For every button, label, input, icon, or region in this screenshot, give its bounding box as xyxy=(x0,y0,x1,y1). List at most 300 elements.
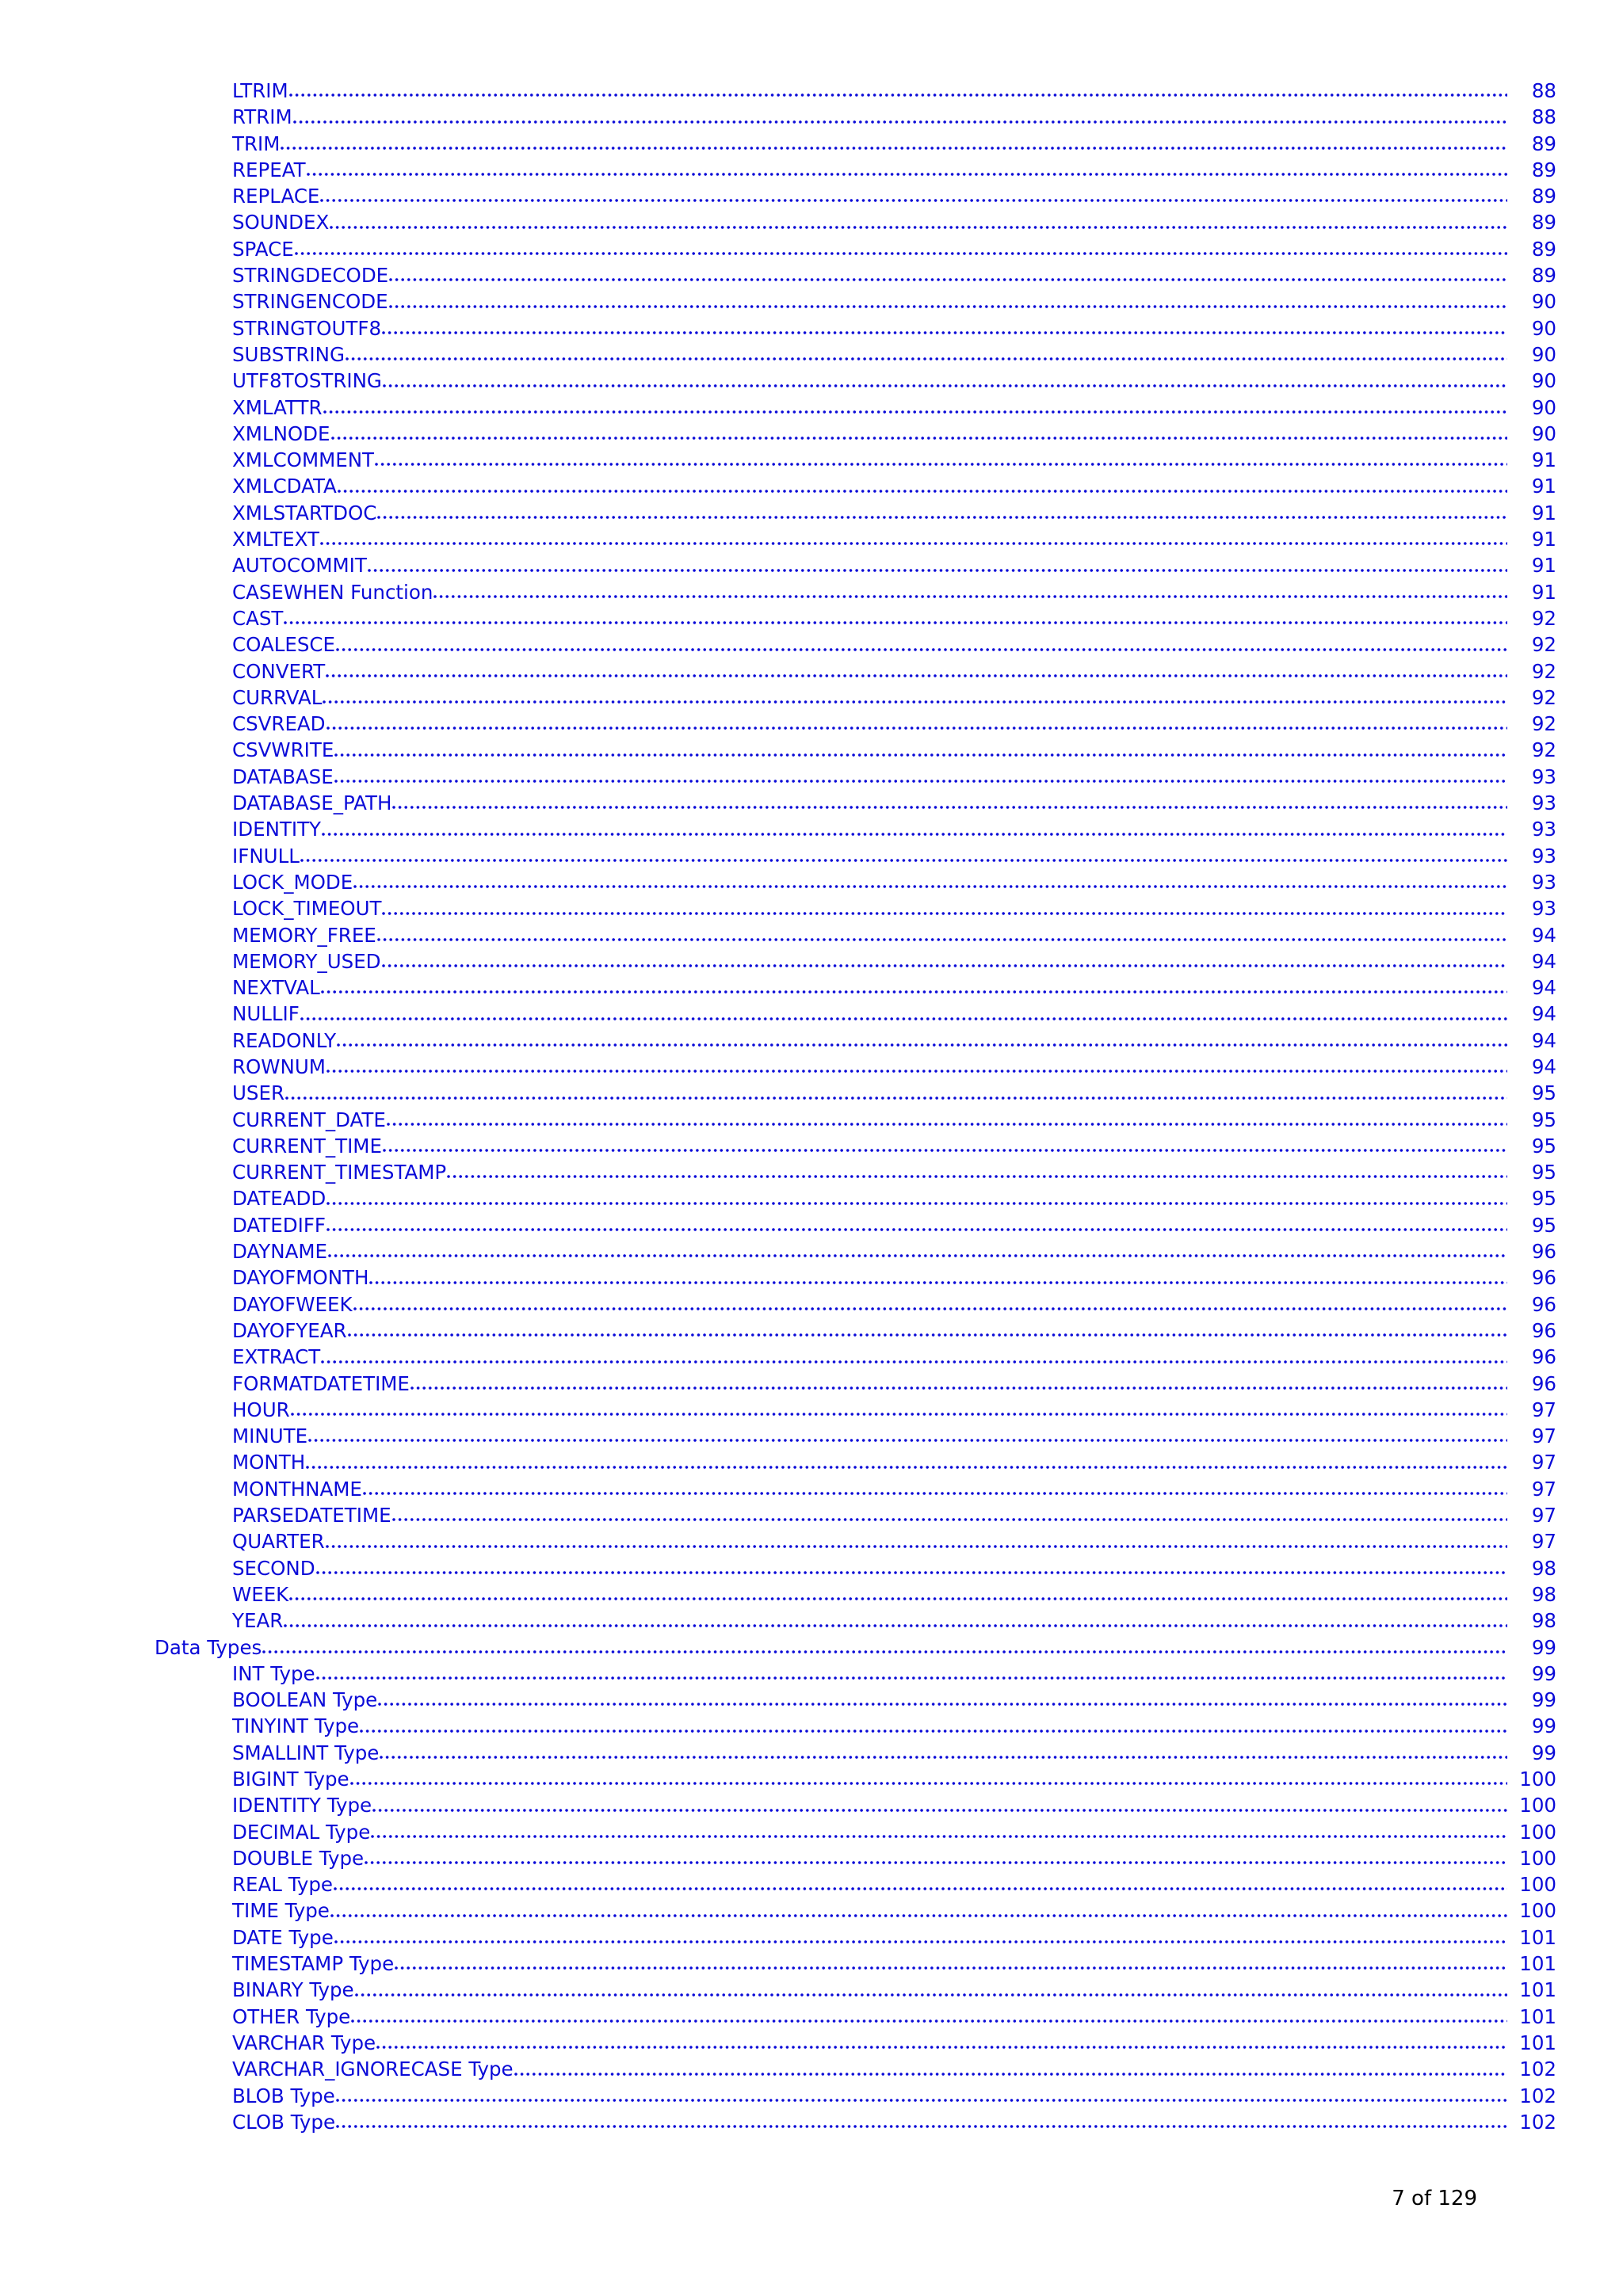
toc-entry-title: COALESCE xyxy=(232,633,335,657)
toc-entry-page-number[interactable]: 91 xyxy=(1531,501,1556,524)
toc-entry-page-number[interactable]: 102 xyxy=(1519,2084,1556,2107)
toc-entry-link[interactable] xyxy=(232,526,1518,552)
toc-entry-page-number[interactable]: 89 xyxy=(1531,158,1556,181)
toc-entry-link[interactable] xyxy=(232,552,1518,578)
toc-entry-title: CURRENT_TIME xyxy=(232,1134,382,1158)
toc-entry-title: MEMORY_USED xyxy=(232,949,381,973)
toc-entry-title: BOOLEAN Type xyxy=(232,1688,378,1712)
dot-leader xyxy=(284,605,1507,631)
toc-entry-title: LOCK_MODE xyxy=(232,870,353,894)
dot-leader xyxy=(395,1951,1507,1977)
toc-entry xyxy=(0,1766,1623,1792)
toc-entry-title: DOUBLE Type xyxy=(232,1846,365,1870)
dot-leader xyxy=(514,2056,1507,2082)
toc-entry-page-number[interactable]: 93 xyxy=(1531,791,1556,815)
toc-entry-link[interactable] xyxy=(232,579,1518,605)
toc-entry-title: SPACE xyxy=(232,237,294,261)
dot-leader xyxy=(327,1212,1507,1238)
toc-entry-title: SECOND xyxy=(232,1556,315,1580)
toc-entry-link[interactable] xyxy=(232,1185,1518,1211)
toc-entry-page-number[interactable]: 99 xyxy=(1531,1661,1556,1685)
toc-entry-title: XMLTEXT xyxy=(232,528,319,551)
toc-entry-page-number[interactable]: 102 xyxy=(1519,2110,1556,2134)
dot-leader xyxy=(375,447,1507,473)
toc-entry xyxy=(0,447,1623,473)
toc-entry-title: DATABASE_PATH xyxy=(232,791,392,815)
toc-entry-page-number[interactable]: 97 xyxy=(1531,1530,1556,1554)
toc-entry xyxy=(0,1608,1623,1634)
toc-entry-link[interactable] xyxy=(232,974,1518,1001)
dot-leader xyxy=(291,1397,1507,1423)
toc-entry xyxy=(0,1792,1623,1818)
toc-entry-link[interactable] xyxy=(232,895,1518,921)
toc-entry xyxy=(0,1371,1623,1397)
toc-entry-link[interactable] xyxy=(232,1608,1518,1634)
toc-entry-page-number[interactable]: 90 xyxy=(1531,421,1556,445)
toc-entry-link[interactable] xyxy=(232,2030,1518,2056)
toc-entry-title: YEAR xyxy=(232,1609,284,1633)
toc-entry xyxy=(0,1080,1623,1106)
toc-entry-page-number[interactable]: 90 xyxy=(1531,342,1556,366)
toc-entry-title: WEEK xyxy=(232,1582,289,1606)
toc-entry-link[interactable] xyxy=(232,1397,1518,1423)
toc-entry-title: CSVWRITE xyxy=(232,738,334,762)
dot-leader xyxy=(334,1924,1507,1951)
dot-leader xyxy=(372,1792,1507,1818)
toc-entry xyxy=(0,843,1623,869)
toc-entry xyxy=(0,764,1623,790)
toc-entry xyxy=(0,895,1623,921)
toc-entry-link[interactable] xyxy=(232,1264,1518,1291)
toc-entry-link[interactable] xyxy=(232,1845,1518,1871)
toc-entry-title: MONTHNAME xyxy=(232,1477,362,1501)
toc-entry-title: EXTRACT xyxy=(232,1345,321,1369)
toc-entry-link[interactable] xyxy=(232,209,1518,235)
dot-leader xyxy=(382,948,1507,974)
toc-entry-page-number[interactable]: 95 xyxy=(1531,1187,1556,1211)
dot-leader xyxy=(289,1581,1507,1608)
toc-entry-link[interactable] xyxy=(232,737,1518,763)
toc-entry-page-number[interactable]: 89 xyxy=(1531,185,1556,208)
dot-leader xyxy=(336,2083,1507,2109)
toc-entry-link[interactable] xyxy=(232,1555,1518,1581)
toc-entry-link[interactable] xyxy=(155,1634,1518,1661)
toc-entry-link[interactable] xyxy=(232,262,1518,288)
toc-entry-title: OTHER Type xyxy=(232,2004,351,2028)
toc-entry-title: BINARY Type xyxy=(232,1978,354,2002)
toc-entry-title: DATEADD xyxy=(232,1187,327,1211)
dot-leader xyxy=(377,922,1507,948)
toc-entry-page-number[interactable]: 101 xyxy=(1519,2004,1556,2028)
toc-entry-title: BIGINT Type xyxy=(232,1768,349,1791)
toc-entry-page-number[interactable]: 92 xyxy=(1531,712,1556,736)
toc-entry-link[interactable] xyxy=(232,1133,1518,1159)
toc-entry-title: XMLATTR xyxy=(232,395,323,419)
toc-entry-title: HOUR xyxy=(232,1398,290,1421)
toc-entry-page-number[interactable]: 91 xyxy=(1531,554,1556,578)
toc-entry-page-number[interactable]: 97 xyxy=(1531,1398,1556,1421)
toc-entry-page-number[interactable]: 92 xyxy=(1531,738,1556,762)
toc-entry xyxy=(0,1871,1623,1897)
toc-entry-page-number[interactable]: 90 xyxy=(1531,395,1556,419)
toc-entry-title: DAYNAME xyxy=(232,1240,327,1264)
toc-entry-page-number[interactable]: 94 xyxy=(1531,1002,1556,1026)
toc-entry-page-number[interactable]: 93 xyxy=(1531,870,1556,894)
toc-entry-page-number[interactable]: 91 xyxy=(1531,448,1556,472)
toc-entry-link[interactable] xyxy=(232,1238,1518,1264)
toc-entry-page-number[interactable]: 95 xyxy=(1531,1213,1556,1237)
dot-leader xyxy=(348,1318,1507,1344)
toc-entry-page-number[interactable]: 90 xyxy=(1531,290,1556,314)
dot-leader xyxy=(351,2004,1507,2030)
toc-entry-link[interactable] xyxy=(232,2056,1518,2082)
toc-entry-page-number[interactable]: 100 xyxy=(1519,1794,1556,1817)
toc-entry xyxy=(0,2056,1623,2082)
toc-entry-link[interactable] xyxy=(232,157,1518,183)
toc-entry-title: IDENTITY xyxy=(232,818,322,841)
toc-entry-link[interactable] xyxy=(232,711,1518,737)
toc-entry-link[interactable] xyxy=(232,1054,1518,1080)
toc-entry xyxy=(0,1634,1623,1661)
toc-entry-page-number[interactable]: 91 xyxy=(1531,475,1556,498)
toc-entry-title: TRIM xyxy=(232,132,281,155)
toc-entry-link[interactable] xyxy=(232,1528,1518,1554)
dot-leader xyxy=(378,1687,1507,1713)
toc-entry-link[interactable] xyxy=(232,1080,1518,1106)
toc-entry-page-number[interactable]: 91 xyxy=(1531,580,1556,604)
toc-entry-page-number[interactable]: 92 xyxy=(1531,606,1556,630)
toc-entry xyxy=(0,1423,1623,1449)
toc-entry xyxy=(0,1001,1623,1027)
toc-entry-link[interactable] xyxy=(232,1687,1518,1713)
toc-entry-link[interactable] xyxy=(232,473,1518,499)
toc-entry-page-number[interactable]: 88 xyxy=(1531,79,1556,102)
toc-entry-link[interactable] xyxy=(232,183,1518,209)
toc-entry-link[interactable] xyxy=(232,315,1518,341)
toc-entry-title: CSVREAD xyxy=(232,712,326,736)
toc-entry-link[interactable] xyxy=(232,1766,1518,1792)
toc-entry-page-number[interactable]: 99 xyxy=(1531,1714,1556,1738)
toc-entry-link[interactable] xyxy=(232,1423,1518,1449)
toc-entry-title: VARCHAR Type xyxy=(232,2031,376,2054)
toc-entry-page-number[interactable]: 97 xyxy=(1531,1504,1556,1527)
toc-entry-link[interactable] xyxy=(232,1897,1518,1924)
toc-entry-page-number[interactable]: 102 xyxy=(1519,2058,1556,2081)
toc-entry-page-number[interactable]: 96 xyxy=(1531,1240,1556,1264)
toc-entry-title: IFNULL xyxy=(232,844,300,868)
toc-entry-title: CONVERT xyxy=(232,659,326,683)
toc-entry-title: STRINGTOUTF8 xyxy=(232,316,382,340)
toc-entry-link[interactable] xyxy=(232,790,1518,816)
toc-entry-page-number[interactable]: 101 xyxy=(1519,2031,1556,2054)
toc-entry xyxy=(0,183,1623,209)
toc-entry-title: REPLACE xyxy=(232,185,320,208)
toc-entry-page-number[interactable]: 90 xyxy=(1531,369,1556,393)
toc-entry-page-number[interactable]: 100 xyxy=(1519,1820,1556,1844)
toc-entry xyxy=(0,1318,1623,1344)
toc-entry-link[interactable] xyxy=(232,421,1518,447)
toc-entry-title: TIMESTAMP Type xyxy=(232,1952,395,1976)
toc-entry-link[interactable] xyxy=(232,447,1518,473)
toc-entry-link[interactable] xyxy=(232,948,1518,974)
toc-entry-link[interactable] xyxy=(232,685,1518,711)
toc-entry-link[interactable] xyxy=(232,1792,1518,1818)
dot-leader xyxy=(389,288,1507,315)
toc-entry-page-number[interactable]: 95 xyxy=(1531,1134,1556,1158)
toc-entry-page-number[interactable]: 88 xyxy=(1531,105,1556,129)
toc-entry xyxy=(0,1238,1623,1264)
toc-entry-link[interactable] xyxy=(232,500,1518,526)
toc-entry-title: MONTH xyxy=(232,1451,306,1474)
toc-entry xyxy=(0,2083,1623,2109)
dot-leader xyxy=(383,368,1507,394)
toc-entry xyxy=(0,2109,1623,2135)
toc-entry-page-number[interactable]: 98 xyxy=(1531,1609,1556,1633)
dot-leader xyxy=(392,1502,1507,1528)
toc-entry-link[interactable] xyxy=(232,1291,1518,1318)
dot-leader xyxy=(327,1185,1507,1211)
toc-entry xyxy=(0,1397,1623,1423)
toc-entry-page-number[interactable]: 89 xyxy=(1531,264,1556,288)
toc-entry-page-number[interactable]: 89 xyxy=(1531,237,1556,261)
toc-entry xyxy=(0,1291,1623,1318)
toc-entry-page-number[interactable]: 94 xyxy=(1531,976,1556,1000)
toc-entry xyxy=(0,1528,1623,1554)
toc-entry-link[interactable] xyxy=(232,1001,1518,1027)
toc-entry-link[interactable] xyxy=(232,1502,1518,1528)
dot-leader xyxy=(338,473,1507,499)
toc-entry-page-number[interactable]: 93 xyxy=(1531,897,1556,921)
toc-entry-page-number[interactable]: 91 xyxy=(1531,528,1556,551)
dot-leader xyxy=(336,631,1507,658)
toc-entry-link[interactable] xyxy=(232,1977,1518,2003)
toc-entry xyxy=(0,1133,1623,1159)
toc-entry-page-number[interactable]: 94 xyxy=(1531,949,1556,973)
toc-entry-page-number[interactable]: 101 xyxy=(1519,1978,1556,2002)
toc-entry-page-number[interactable]: 100 xyxy=(1519,1873,1556,1897)
toc-entry xyxy=(0,1344,1623,1370)
dot-leader xyxy=(330,209,1507,235)
toc-entry xyxy=(0,1740,1623,1766)
toc-entry xyxy=(0,816,1623,842)
toc-entry-page-number[interactable]: 93 xyxy=(1531,765,1556,788)
toc-entry-link[interactable] xyxy=(232,1318,1518,1344)
toc-entry-title: CAST xyxy=(232,606,284,630)
toc-entry-link[interactable] xyxy=(232,869,1518,895)
toc-entry-title: SOUNDEX xyxy=(232,211,330,235)
toc-entry-link[interactable] xyxy=(232,368,1518,394)
toc-entry-page-number[interactable]: 94 xyxy=(1531,1028,1556,1052)
toc-entry-link[interactable] xyxy=(232,2083,1518,2109)
toc-entry-link[interactable] xyxy=(232,1449,1518,1475)
toc-entry-page-number[interactable]: 92 xyxy=(1531,659,1556,683)
dot-leader xyxy=(387,1107,1507,1133)
toc-entry-title: USER xyxy=(232,1081,285,1105)
dot-leader xyxy=(389,262,1507,288)
toc-entry-page-number[interactable]: 96 xyxy=(1531,1292,1556,1316)
toc-entry xyxy=(0,500,1623,526)
toc-entry-page-number[interactable]: 99 xyxy=(1531,1688,1556,1712)
toc-entry-link[interactable] xyxy=(232,1740,1518,1766)
toc-entry-page-number[interactable]: 95 xyxy=(1531,1108,1556,1131)
toc-entry-page-number[interactable]: 89 xyxy=(1531,211,1556,235)
toc-entry-title: REPEAT xyxy=(232,158,306,181)
toc-entry-title: TINYINT Type xyxy=(232,1714,360,1738)
dot-leader xyxy=(289,78,1507,104)
dot-leader xyxy=(355,1977,1507,2003)
toc-entry-title: CURRVAL xyxy=(232,685,323,709)
dot-leader xyxy=(411,1371,1507,1397)
toc-entry xyxy=(0,157,1623,183)
toc-entry-page-number[interactable]: 98 xyxy=(1531,1556,1556,1580)
toc-entry-page-number[interactable]: 93 xyxy=(1531,818,1556,841)
toc-entry xyxy=(0,1212,1623,1238)
toc-entry-page-number[interactable]: 93 xyxy=(1531,844,1556,868)
toc-entry-page-number[interactable]: 94 xyxy=(1531,1055,1556,1078)
toc-entry-link[interactable] xyxy=(232,1371,1518,1397)
toc-entry-title: XMLSTARTDOC xyxy=(232,501,377,524)
toc-entry-title: XMLCOMMENT xyxy=(232,448,375,472)
dot-leader xyxy=(323,685,1507,711)
toc-entry-link[interactable] xyxy=(232,1661,1518,1687)
toc-entry-page-number[interactable]: 96 xyxy=(1531,1371,1556,1395)
dot-leader xyxy=(369,1264,1507,1291)
toc-entry-page-number[interactable]: 97 xyxy=(1531,1451,1556,1474)
toc-entry-link[interactable] xyxy=(232,288,1518,315)
toc-entry-link[interactable] xyxy=(232,1819,1518,1845)
dot-leader xyxy=(377,500,1507,526)
toc-entry-page-number[interactable]: 99 xyxy=(1531,1635,1556,1659)
toc-entry xyxy=(0,1687,1623,1713)
toc-entry-link[interactable] xyxy=(232,816,1518,842)
dot-leader xyxy=(328,1238,1507,1264)
toc-entry xyxy=(0,1924,1623,1951)
toc-entry-page-number[interactable]: 96 xyxy=(1531,1345,1556,1369)
toc-entry xyxy=(0,288,1623,315)
dot-leader xyxy=(383,1133,1507,1159)
toc-entry-title: INT Type xyxy=(232,1661,315,1685)
toc-entry-page-number[interactable]: 92 xyxy=(1531,685,1556,709)
toc-entry xyxy=(0,579,1623,605)
toc-entry-title: IDENTITY Type xyxy=(232,1794,372,1817)
toc-entry-link[interactable] xyxy=(232,1344,1518,1370)
dot-leader xyxy=(284,1608,1507,1634)
dot-leader xyxy=(331,421,1507,447)
toc-entry-link[interactable] xyxy=(232,631,1518,658)
dot-leader xyxy=(382,895,1507,921)
toc-entry-page-number[interactable]: 101 xyxy=(1519,1925,1556,1949)
toc-entry-link[interactable] xyxy=(232,395,1518,421)
toc-entry xyxy=(0,1555,1623,1581)
toc-entry-page-number[interactable]: 100 xyxy=(1519,1846,1556,1870)
toc-entry-page-number[interactable]: 92 xyxy=(1531,633,1556,657)
dot-leader xyxy=(316,1555,1507,1581)
toc-entry-link[interactable] xyxy=(232,1159,1518,1185)
toc-entry-link[interactable] xyxy=(232,1581,1518,1608)
dot-leader xyxy=(346,341,1507,368)
toc-entry xyxy=(0,262,1623,288)
toc-entry-page-number[interactable]: 94 xyxy=(1531,923,1556,947)
dot-leader xyxy=(334,737,1507,763)
dot-leader xyxy=(380,1740,1507,1766)
toc-entry-link[interactable] xyxy=(232,1476,1518,1502)
toc-entry xyxy=(0,948,1623,974)
dot-leader xyxy=(281,131,1507,157)
toc-entry-link[interactable] xyxy=(232,922,1518,948)
toc-entry-link[interactable] xyxy=(232,605,1518,631)
toc-entry-title: QUARTER xyxy=(232,1530,325,1554)
toc-entry-title: LTRIM xyxy=(232,79,288,102)
toc-entry-link[interactable] xyxy=(232,104,1518,130)
toc-entry-page-number[interactable]: 100 xyxy=(1519,1899,1556,1923)
toc-entry xyxy=(0,1713,1623,1739)
toc-entry-link[interactable] xyxy=(232,2004,1518,2030)
toc-entry-link[interactable] xyxy=(232,658,1518,685)
dot-leader xyxy=(300,1001,1507,1027)
toc-entry-page-number[interactable]: 95 xyxy=(1531,1081,1556,1105)
toc-entry-link[interactable] xyxy=(232,236,1518,262)
toc-entry-link[interactable] xyxy=(232,1028,1518,1054)
toc-entry xyxy=(0,631,1623,658)
table-of-contents xyxy=(0,78,1623,2135)
toc-entry-page-number[interactable]: 97 xyxy=(1531,1425,1556,1448)
toc-entry-title: ROWNUM xyxy=(232,1055,326,1078)
toc-entry xyxy=(0,1951,1623,1977)
toc-entry-link[interactable] xyxy=(232,131,1518,157)
toc-entry-page-number[interactable]: 89 xyxy=(1531,132,1556,155)
dot-leader xyxy=(262,1634,1507,1661)
toc-entry-link[interactable] xyxy=(232,2109,1518,2135)
toc-entry-link[interactable] xyxy=(232,1212,1518,1238)
toc-entry xyxy=(0,869,1623,895)
toc-entry xyxy=(0,1502,1623,1528)
toc-entry-link[interactable] xyxy=(232,1107,1518,1133)
toc-entry-page-number[interactable]: 98 xyxy=(1531,1582,1556,1606)
dot-leader xyxy=(316,1661,1507,1687)
dot-leader xyxy=(323,395,1507,421)
toc-entry-page-number[interactable]: 96 xyxy=(1531,1266,1556,1290)
toc-entry-title: DAYOFWEEK xyxy=(232,1292,353,1316)
dot-leader xyxy=(285,1080,1507,1106)
dot-leader xyxy=(306,1449,1507,1475)
toc-entry xyxy=(0,2004,1623,2030)
toc-entry-link[interactable] xyxy=(232,764,1518,790)
toc-entry-link[interactable] xyxy=(232,843,1518,869)
toc-entry-link[interactable] xyxy=(232,78,1518,104)
toc-entry-link[interactable] xyxy=(232,1713,1518,1739)
dot-leader xyxy=(327,711,1507,737)
toc-entry xyxy=(0,395,1623,421)
toc-entry-page-number[interactable]: 100 xyxy=(1519,1768,1556,1791)
toc-entry-page-number[interactable]: 96 xyxy=(1531,1318,1556,1342)
toc-entry xyxy=(0,1054,1623,1080)
toc-entry-page-number[interactable]: 97 xyxy=(1531,1477,1556,1501)
toc-entry-title: CASEWHEN Function xyxy=(232,580,433,604)
toc-entry-link[interactable] xyxy=(232,341,1518,368)
toc-entry xyxy=(0,1845,1623,1871)
toc-entry-link[interactable] xyxy=(232,1924,1518,1951)
toc-entry-page-number[interactable]: 99 xyxy=(1531,1741,1556,1764)
toc-entry-page-number[interactable]: 95 xyxy=(1531,1161,1556,1184)
toc-entry-page-number[interactable]: 90 xyxy=(1531,316,1556,340)
dot-leader xyxy=(360,1713,1507,1739)
toc-entry xyxy=(0,2030,1623,2056)
toc-entry-page-number[interactable]: 101 xyxy=(1519,1952,1556,1976)
toc-entry-link[interactable] xyxy=(232,1951,1518,1977)
toc-entry-link[interactable] xyxy=(232,1871,1518,1897)
toc-entry xyxy=(0,315,1623,341)
toc-entry xyxy=(0,209,1623,235)
